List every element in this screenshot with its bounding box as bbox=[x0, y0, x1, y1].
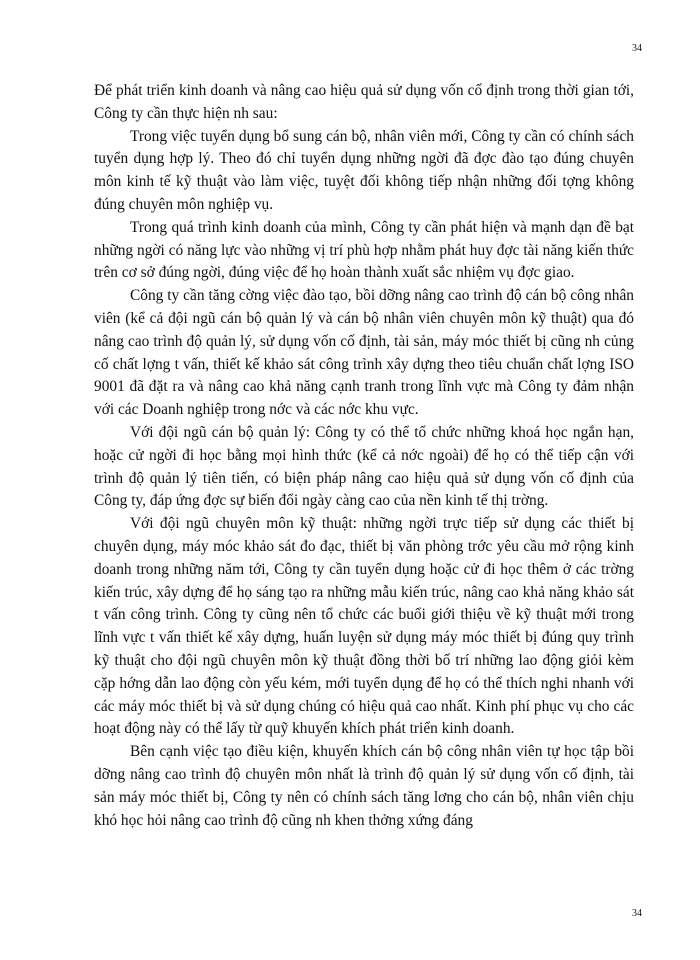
document-body bbox=[94, 80, 634, 832]
paragraph-incentives: Bên cạnh việc tạo điều kiện, khuyến khích cán bộ công nhân viên tự học tập bồi dỡng nâng cao trình độ chuyên môn nhất là trình độ quản lý sử dụng vốn cố định, tài sản máy móc thiết bị, Công ty nên có chính sách tăng lơng cho cán bộ, nhân viên chịu khó học hỏi nâng cao trình độ cũng nh khen thởng xứng đáng bbox=[94, 743, 634, 829]
paragraph-recruitment: Trong việc tuyển dụng bổ sung cán bộ, nhân viên mới, Công ty cần có chính sách tuyển dụng hợp lý. Theo đó chỉ tuyển dụng những ngời đã đợc đào tạo đúng chuyên môn kinh tế kỹ thuật vào làm việc, tuyệt đối không tiếp nhận những đối tợng không đúng chuyên môn nghiệp vụ. bbox=[94, 127, 634, 213]
page-number-top: 34 bbox=[632, 43, 642, 54]
page-number-bottom: 34 bbox=[632, 908, 642, 919]
paragraph-promotion: Trong quá trình kinh doanh của mình, Công ty cần phát hiện và mạnh dạn đề bạt những ngời có năng lực vào những vị trí phù hợp nhằm phát huy đợc tài năng kiến thức trên cơ sở đúng ngời, đúng việc để họ hoàn thành xuất sắc nhiệm vụ đợc giao. bbox=[94, 218, 634, 282]
paragraph-technical-staff: Với đội ngũ chuyên môn kỹ thuật: những ngời trực tiếp sử dụng các thiết bị chuyên dụng, máy móc khảo sát đo đạc, thiết bị văn phòng trớc yêu cầu mở rộng kinh doanh trong những năm tới, Công ty cần tuyển dụng hoặc cử đi học thêm ở các trờng kiến trúc, xây dựng để họ sáng tạo ra những mẫu kiến trúc, nâng cao khả năng khảo sát t vấn công trình. Công ty cũng nên tổ chức các buổi giới thiệu về kỹ thuật mới trong lĩnh vực t vấn thiết kế xây dựng, huấn luyện sử dụng máy móc thiết bị đúng quy trình kỹ thuật cho đội ngũ chuyên môn kỹ thuật đồng thời bố trí những lao động giỏi kèm cặp hớng dẫn lao động còn yếu kém, mới tuyển dụng để họ có thể thích nghi nhanh với các máy móc thiết bị và sử dụng chúng có hiệu quả cao nhất. Kinh phí phục vụ cho các hoạt động này có thể lấy từ quỹ khuyến khích phát triển kinh doanh. bbox=[94, 515, 634, 738]
paragraph-training: Công ty cần tăng cờng việc đào tạo, bồi dỡng nâng cao trình độ cán bộ công nhân viên (kể cả đội ngũ cán bộ quản lý và cán bộ nhân viên chuyên môn kỹ thuật) qua đó nâng cao trình độ quản lý, sử dụng vốn cố định, tài sản, máy móc thiết bị cũng nh củng cố chất lợng t vấn, thiết kế khảo sát công trình xây dựng theo tiêu chuẩn chất lợng ISO 9001 đã đặt ra và nâng cao khả năng cạnh tranh trong lĩnh vực mà Công ty đảm nhận với các Doanh nghiệp trong nớc và các nớc khu vực. bbox=[94, 287, 634, 419]
paragraph-management-staff: Với đội ngũ cán bộ quản lý: Công ty có thể tổ chức những khoá học ngắn hạn, hoặc cử ngời đi học bằng mọi hình thức (kể cả nớc ngoài) để họ có thể tiếp cận với trình độ quản lý tiên tiến, có biện pháp nâng cao hiệu quả sử dụng vốn cố định của Công ty, đáp ứng đợc sự biến đổi ngày càng cao của nền kinh tế thị trờng. bbox=[94, 423, 634, 510]
paragraph-intro: Để phát triển kinh doanh và nâng cao hiệu quả sử dụng vốn cố định trong thời gian tới, Công ty cần thực hiện nh sau: bbox=[94, 82, 634, 122]
